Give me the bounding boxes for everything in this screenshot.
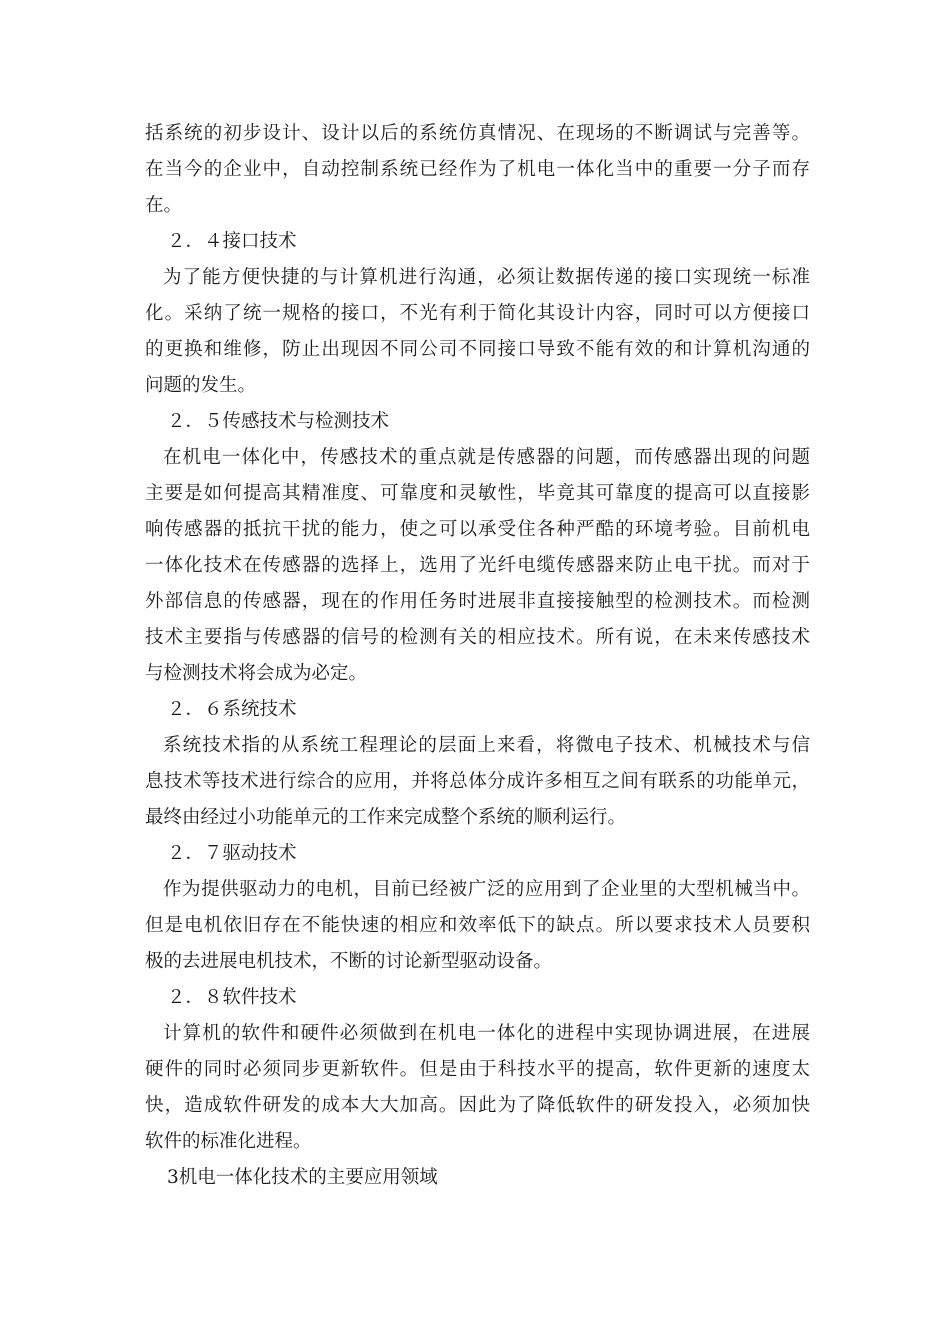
paragraph-line: 为了能方便快捷的与计算机进行沟通，必须让数据传递的接口实现统一标准 xyxy=(163,267,810,288)
section-heading: ２．７驱动技术 xyxy=(167,843,297,864)
paragraph-line: 作为提供驱动力的电机，目前已经被广泛的应用到了企业里的大型机械当中。 xyxy=(163,879,810,900)
section-heading: ２．５传感技术与检测技术 xyxy=(167,411,390,432)
paragraph-line: 外部信息的传感器，现在的作用任务时进展非直接接触型的检测技术。而检测 xyxy=(145,591,810,612)
paragraph-line: 与检测技术将会成为必定。 xyxy=(145,663,368,684)
paragraph-line: 快，造成软件研发的成本大大加高。因此为了降低软件的研发投入，必须加快 xyxy=(145,1095,810,1116)
paragraph-line: 一体化技术在传感器的选择上，选用了光纤电缆传感器来防止电干扰。而对于 xyxy=(145,555,810,576)
paragraph-line: 的更换和维修，防止出现因不同公司不同接口导致不能有效的和计算机沟通的 xyxy=(145,339,810,360)
paragraph-line: 问题的发生。 xyxy=(145,375,257,396)
paragraph-line: 化。采纳了统一规格的接口，不光有利于简化其设计内容，同时可以方便接口 xyxy=(145,303,810,324)
paragraph-line: 最终由经过小功能单元的工作来完成整个系统的顺利运行。 xyxy=(145,807,627,828)
paragraph-line: 计算机的软件和硬件必须做到在机电一体化的进程中实现协调进展，在进展 xyxy=(163,1023,810,1044)
paragraph-line: 系统技术指的从系统工程理论的层面上来看，将微电子技术、机械技术与信 xyxy=(163,735,810,756)
paragraph-line: 响传感器的抵抗干扰的能力，使之可以承受住各种严酷的环境考验。目前机电 xyxy=(145,519,810,540)
paragraph-line: 硬件的同时必须同步更新软件。但是由于科技水平的提高，软件更新的速度太 xyxy=(145,1059,810,1080)
section-heading: ２．６系统技术 xyxy=(167,699,297,720)
paragraph-line: 在当今的企业中，自动控制系统已经作为了机电一体化当中的重要一分子而存 xyxy=(145,159,810,180)
paragraph-line: 技术主要指与传感器的信号的检测有关的相应技术。所有说，在未来传感技术 xyxy=(145,627,810,648)
document-page xyxy=(145,116,810,1196)
paragraph-line: 在。 xyxy=(145,195,183,216)
section-heading: ２．４接口技术 xyxy=(167,231,297,252)
paragraph-line: 在机电一体化中，传感技术的重点就是传感器的问题，而传感器出现的问题 xyxy=(163,447,810,468)
section-heading: 3机电一体化技术的主要应用领域 xyxy=(167,1167,438,1188)
paragraph-line: 主要是如何提高其精准度、可靠度和灵敏性，毕竟其可靠度的提高可以直接影 xyxy=(145,483,810,504)
paragraph-line: 息技术等技术进行综合的应用，并将总体分成许多相互之间有联系的功能单元， xyxy=(145,771,810,792)
paragraph-line: 括系统的初步设计、设计以后的系统仿真情况、在现场的不断调试与完善等。 xyxy=(145,123,810,144)
paragraph-line: 软件的标准化进程。 xyxy=(145,1131,312,1152)
paragraph-line: 但是电机依旧存在不能快速的相应和效率低下的缺点。所以要求技术人员要积 xyxy=(145,915,810,936)
paragraph-line: 极的去进展电机技术，不断的讨论新型驱动设备。 xyxy=(145,951,553,972)
section-heading: ２．８软件技术 xyxy=(167,987,297,1008)
